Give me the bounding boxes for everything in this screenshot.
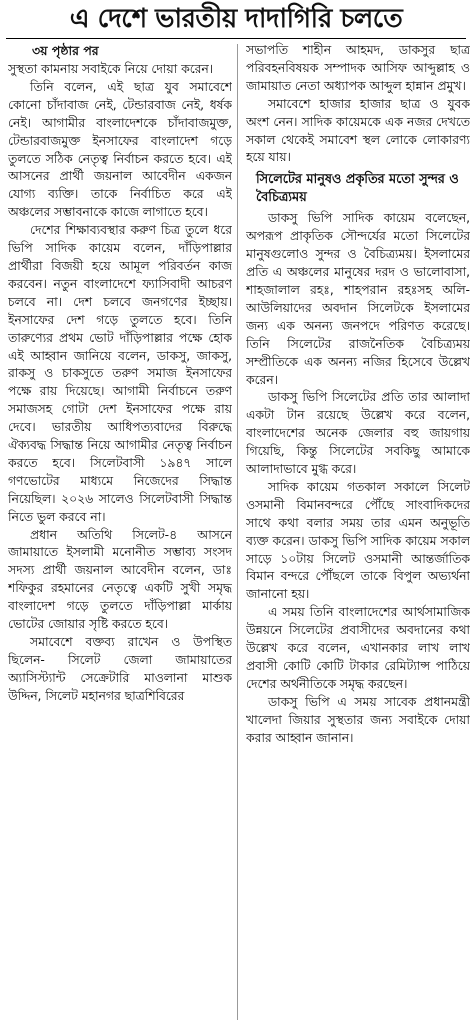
paragraph: সমাবেশে হাজার হাজার ছাত্র ও যুবক অংশ নেন। সাদিক কায়েমকে এক নজর দেখতে সকাল থেকেই সমাবেশ স্থল লোকে লোকারণ্য হয়ে যায়।: [246, 96, 470, 165]
paragraph: ডাকসু ভিপি সিলেটের প্রতি তার আলাদা একটা টান রয়েছে উল্লেখ করে বলেন, বাংলাদেশের অনেক জেলার বহু জায়গায় গিয়েছি, কিন্তু সিলেটের সবকিছু আমাকে আলাদাভাবে মুগ্ধ করে।: [246, 390, 470, 477]
paragraph: সাদিক কায়েম গতকাল সকালে সিলেট ওসমানী বিমানবন্দরে পৌঁছে সাংবাদিকদের সাথে কথা বলার সময় তার এমন অনুভূতি ব্যক্ত করেন। ডাকসু ভিপি সাদিক কায়েম সকাল সাড়ে ১০টায় সিলেট ওসমানী আন্তর্জাতিক বিমান বন্দরে পৌঁছলে তাকে বিপুল অভ্যর্থনা জানানো হয়।: [246, 479, 470, 602]
paragraph: ডাকসু ভিপি সাদিক কায়েম বলেছেন, অপরূপ প্রাকৃতিক সৌন্দর্যের মতো সিলেটের মানুষগুলোও সুন্দর ও বৈচিত্র্যময়। ইসলামের প্রতি এ অঞ্চলের মানুষের দরদ ও ভালোবাসা, শাহজালাল রহঃ, শাহপরান রহঃসহ অলি-আউলিয়াদের অবদান সিলেটকে ইসলামের জন্য এক অনন্য জনপদে পরিণত করেছে। তিনি সিলেটের রাজনৈতিক বৈচিত্র্যময় সম্প্রীতিকে এক অনন্য নজির হিসেবে উল্লেখ করেন।: [246, 211, 470, 387]
paragraph: সুস্থতা কামনায় সবাইকে নিয়ে দোয়া করেন।: [8, 62, 214, 76]
paragraph: তিনি বলেন, এই ছাত্র যুব সমাবেশে কোনো চাঁদাবাজ নেই, টেন্ডারবাজ নেই, ধর্ষক নেই। আগামীর বাংলাদেশকে চাঁদাবাজমুক্ত, টেন্ডারবাজমুক্ত ইনসাফের বাংলাদেশ গড়ে তুলতে সঠিক নেতৃত্ব নির্বাচন করতে হবে। এই আসনের প্রার্থী জয়নাল আবেদীন একজন যোগ্য ব্যক্তি। তাকে নির্বাচিত করে এই অঞ্চলের সম্ভাবনাকে কাজে লাগাতে হবে।: [8, 79, 232, 220]
paragraph: সমাবেশে বক্তব্য রাখেন ও উপস্থিত ছিলেন- সিলেট জেলা জামায়াতের অ্যাসিস্ট্যান্ট সেক্রেটারি মাওলানা মাশুক উদ্দিন, সিলেট মহানগর ছাত্রশিবিরের: [8, 635, 232, 703]
paragraph: সভাপতি শাহীন আহমদ, ডাকসুর ছাত্র পরিবহনবিষয়ক সম্পাদক আসিফ আব্দুল্লাহ ও জামায়াত নেতা অধ্যাপক আব্দুল হান্নান প্রমুখ।: [246, 43, 470, 93]
continuation-label: ৩য় পৃষ্ঠার পর: [32, 43, 99, 58]
headline-rule: [6, 38, 466, 39]
paragraph: ডাকসু ভিপি এ সময় সাবেক প্রধানমন্ত্রী খালেদা জিয়ার সুস্থতার জন্য সবাইকে দোয়া করার আহ্বান জানান।: [246, 694, 470, 745]
paragraph: এ সময় তিনি বাংলাদেশের আর্থসামাজিক উন্নয়নে সিলেটের প্রবাসীদের অবদানের কথা উল্লেখ করে বলেন, এখানকার লাখ লাখ প্রবাসী কোটি কোটি টাকার রেমিট্যান্স পাঠিয়ে দেশের অর্থনীতিকে সমৃদ্ধ করছেন।: [246, 605, 470, 691]
paragraph: দেশের শিক্ষাব্যবস্থার করুণ চিত্র তুলে ধরে ভিপি সাদিক কায়েম বলেন, দাঁড়িপাল্লার প্রার্থীরা বিজয়ী হয়ে আমূল পরিবর্তন কাজ করবেন। নতুন বাংলাদেশে ফ্যাসিবাদী আচরণ চলবে না। দেশ চলবে জনগণের ইচ্ছায়। ইনসাফের দেশ গড়ে তুলতে হবে। তিনি তারুণ্যের প্রথম ভোট দাঁড়িপাল্লার পক্ষে হোক এই আহ্বান জানিয়ে বলেন, ডাকসু, জাকসু, রাকসু ও চাকসুতে তরুণ সমাজ ইনসাফের পক্ষে রায় দিয়েছে। আগামী নির্বাচনে তরুণ সমাজসহ গোটা দেশ ইনসাফের পক্ষে রায় দেবে। ভারতীয় আধিপত্যবাদের বিরুদ্ধে ঐক্যবদ্ধ সিদ্ধান্ত নিয়ে আগামীর নেতৃত্ব নির্বাচন করতে হবে। সিলেটবাসী ১৯৪৭ সালে গণভোটের মাধ্যমে নিজেদের সিদ্ধান্ত নিয়েছিল। ২০২৬ সালেও সিলেটবাসী সিদ্ধান্ত নিতে ভুল করবে না।: [8, 223, 232, 524]
right-column: [246, 42, 470, 1024]
paragraph: প্রধান অতিথি সিলেট-৪ আসনে জামায়াতে ইসলামী মনোনীত সম্ভাব্য সংসদ সদস্য প্রার্থী জয়নাল আবেদীন বলেন, ডাঃ শফিকুর রহমানের নেতৃত্বে একটি সুখী সমৃদ্ধ বাংলাদেশ গড়ে তুলতে দাঁড়িপাল্লা মার্কায় ভোটের জোয়ার সৃষ্টি করতে হবে।: [8, 527, 232, 632]
headline: এ দেশে ভারতীয় দাদাগিরি চলতে: [69, 4, 403, 34]
subheading: সিলেটের মানুষও প্রকৃতির মতো সুন্দর ও বৈচিত্র্যময়: [256, 172, 459, 206]
column-divider: [237, 44, 238, 1020]
left-column: [8, 42, 232, 1024]
